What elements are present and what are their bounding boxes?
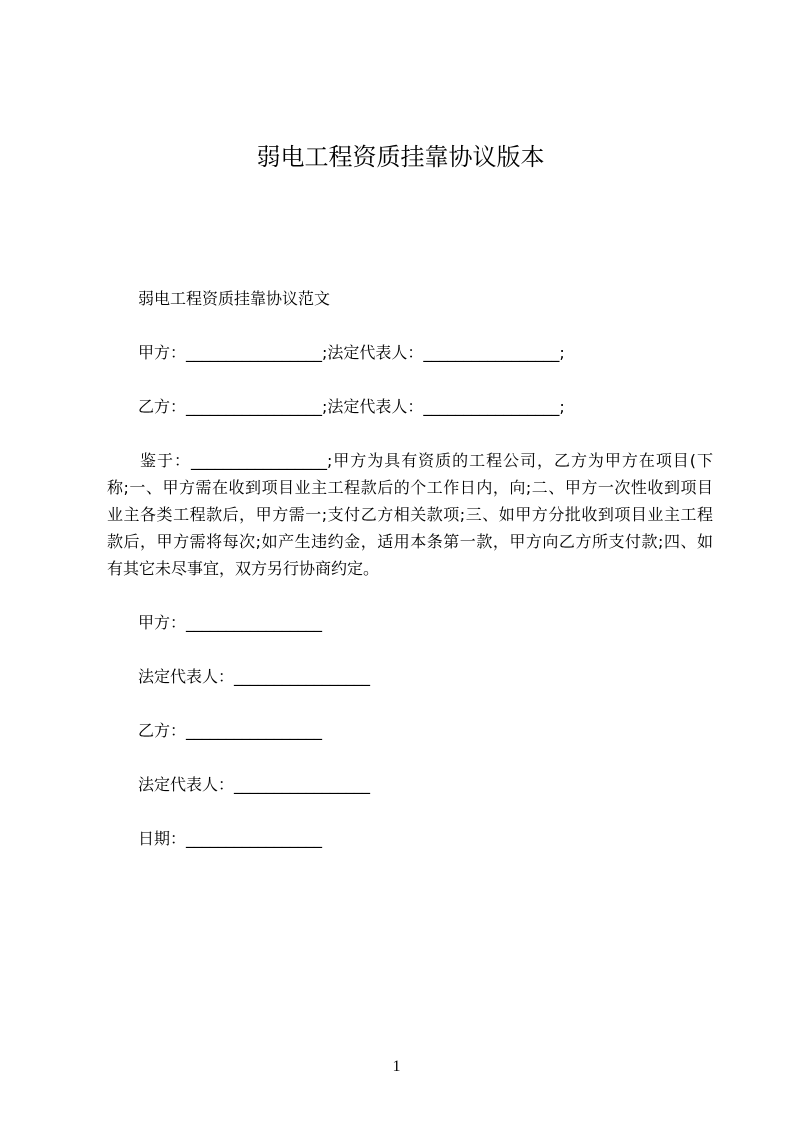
document-title: 弱电工程资质挂靠协议版本 bbox=[256, 143, 545, 171]
signature-label: 法定代表人： bbox=[138, 667, 235, 686]
signature-date bbox=[107, 825, 713, 852]
signature-label: 日期： bbox=[138, 829, 187, 848]
recital-line: 款后，甲方需将每次;如产生违约金，适用本条第一款，甲方向乙方所支付款;四、如 bbox=[107, 532, 713, 551]
recital-line: 称;一、甲方需在收到项目业主工程款后的个工作日内，向;二、甲方一次性收到项目 bbox=[107, 478, 713, 497]
representative-blank: _________________ bbox=[423, 397, 560, 416]
party-label: 甲方： bbox=[138, 343, 187, 362]
representative-label: 法定代表人： bbox=[327, 343, 424, 362]
recital-text: ;甲方为具有资质的工程公司，乙方为甲方在项目(下 bbox=[326, 451, 713, 470]
signature-label: 乙方： bbox=[138, 721, 187, 740]
party-label: 乙方： bbox=[138, 397, 187, 416]
signature-party-b bbox=[107, 717, 713, 744]
representative-blank: _________________ bbox=[423, 343, 560, 362]
separator: ; bbox=[322, 397, 328, 416]
recital-line: 业主各类工程款后，甲方需一;支付乙方相关款项;三、如甲方分批收到项目业主工程 bbox=[107, 505, 713, 524]
recital-line bbox=[107, 447, 713, 474]
signature-label: 甲方： bbox=[138, 613, 187, 632]
document-subtitle: 弱电工程资质挂靠协议范文 bbox=[138, 289, 331, 308]
separator: ; bbox=[322, 343, 328, 362]
signature-blank: _________________ bbox=[186, 721, 323, 740]
signature-blank: _________________ bbox=[234, 667, 371, 686]
recital-line: 有其它未尽事宜，双方另行协商约定。 bbox=[107, 559, 380, 578]
page-number: 1 bbox=[392, 1058, 401, 1075]
line-end: ; bbox=[559, 397, 565, 416]
party-blank: _________________ bbox=[186, 343, 323, 362]
signature-party-a-representative bbox=[107, 663, 713, 690]
recital-paragraph bbox=[107, 447, 713, 582]
signature-party-a bbox=[107, 609, 713, 636]
representative-label: 法定代表人： bbox=[327, 397, 424, 416]
signature-blank: _________________ bbox=[234, 775, 371, 794]
party-b-line bbox=[107, 393, 713, 420]
signature-party-b-representative bbox=[107, 771, 713, 798]
line-end: ; bbox=[559, 343, 565, 362]
recital-blank: _________________ bbox=[190, 451, 327, 470]
party-a-line bbox=[107, 339, 713, 366]
signature-blank: _________________ bbox=[186, 613, 323, 632]
signature-blank: _________________ bbox=[186, 829, 323, 848]
document-body bbox=[107, 285, 713, 879]
recital-label: 鉴于： bbox=[140, 451, 191, 470]
signature-label: 法定代表人： bbox=[138, 775, 235, 794]
party-blank: _________________ bbox=[186, 397, 323, 416]
